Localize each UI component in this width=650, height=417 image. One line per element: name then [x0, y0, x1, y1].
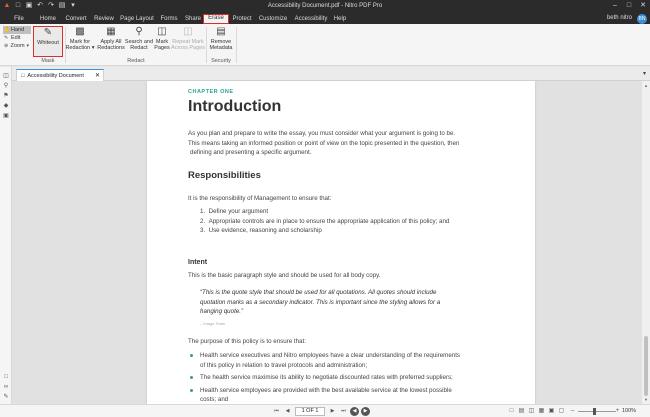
edit-tool-label: Edit: [11, 35, 21, 41]
list-item: The health service maximise its ability to negotiate discounted rates with preferred suppliers;: [188, 373, 501, 383]
chevron-down-icon: ▾: [90, 45, 95, 51]
nitro-logo-icon: ▲: [3, 2, 11, 9]
tab-accessibility-document[interactable]: [16, 69, 104, 81]
quote-block: [188, 288, 501, 317]
remove-metadata-line2: Metadata: [209, 45, 233, 51]
whiteout-icon: ✎: [43, 27, 53, 38]
zoom-slider[interactable]: [578, 411, 616, 412]
next-view-icon[interactable]: ▶: [361, 407, 370, 416]
tool-selector: [3, 26, 31, 50]
close-icon[interactable]: ✕: [640, 2, 646, 9]
menu-convert[interactable]: Convert: [65, 16, 87, 22]
search-redact-line1: Search and: [124, 39, 154, 45]
comment-icon[interactable]: □: [4, 374, 8, 380]
undo-icon[interactable]: ↶: [37, 2, 43, 9]
scrollbar-thumb[interactable]: [644, 336, 648, 396]
list-item: 3. Use evidence, reasoning and scholarship: [200, 227, 322, 234]
list-item: Health service executives and Nitro employees have a clear understanding of the requirements of this policy in relation to travel protocols and administration;: [188, 351, 501, 370]
redact-group-label: Redact: [127, 58, 145, 64]
mark-pages-line1: Mark: [155, 39, 169, 45]
menu-protect[interactable]: Protect: [232, 16, 252, 22]
menu-help[interactable]: Help: [333, 16, 347, 22]
remove-metadata-button[interactable]: [207, 26, 235, 57]
whiteout-button[interactable]: [33, 26, 63, 57]
intro-line: As you plan and prepare to write the essay, you must consider what your argument is going to be.: [188, 130, 456, 137]
search-icon[interactable]: ⚲: [3, 83, 9, 89]
bullet-list: [188, 351, 501, 404]
zoom-in-icon[interactable]: +: [615, 408, 620, 414]
mark-redaction-icon: ▩: [75, 26, 85, 37]
window-controls: [610, 1, 648, 11]
customize-icon[interactable]: ▾: [71, 2, 75, 9]
list-item: 2. Appropriate controls are in place to ensure the appropriate application of this policy; and: [200, 217, 450, 225]
list-item: Health service employees are provided with the best available service at the lowest possible costs; and: [188, 386, 501, 405]
menu-forms[interactable]: Forms: [160, 16, 178, 22]
group-separator: [236, 27, 237, 63]
tag-icon[interactable]: ◆: [3, 103, 9, 109]
quote-line: hanging quote.”: [200, 308, 244, 315]
repeat-mark-line2: Across Pages: [171, 45, 205, 51]
search-redact-icon: ⚲: [135, 26, 143, 37]
mark-for-redaction-button[interactable]: [64, 26, 96, 57]
status-bar: [0, 404, 650, 417]
list-item: 1. Define your argument: [200, 208, 269, 215]
document-icon: □: [21, 72, 25, 79]
menu-accessibility[interactable]: Accessibility: [294, 16, 328, 22]
redo-icon[interactable]: ↷: [48, 2, 54, 9]
user-name[interactable]: beth nitro: [606, 15, 632, 21]
purpose-intro: The purpose of this policy is to ensure that:: [188, 338, 306, 345]
edit-icon: ✎: [4, 35, 9, 41]
zoom-icon: ⊕: [4, 43, 9, 49]
attachment-icon[interactable]: ∞: [3, 384, 9, 390]
menu-file[interactable]: File: [14, 16, 24, 22]
security-group-label: Security: [211, 58, 231, 64]
signature-icon[interactable]: ✎: [3, 394, 9, 400]
mask-group-label: Mask: [41, 58, 55, 64]
zoom-out-icon[interactable]: –: [570, 408, 575, 414]
zoom-tool-label: Zoom: [10, 43, 25, 49]
repeat-mark-line1: Repeat Mark: [172, 39, 204, 45]
fullscreen-icon[interactable]: ▣: [548, 408, 555, 414]
menu-customize[interactable]: Customize: [258, 16, 288, 22]
window-title: Accessibility Document.pdf - Nitro PDF Pro: [267, 3, 383, 9]
mark-pages-button[interactable]: [153, 26, 171, 57]
apply-all-redactions-button[interactable]: [96, 26, 126, 57]
intro-line: defining and presenting a specific argument.: [190, 149, 312, 156]
minimize-icon[interactable]: –: [613, 2, 617, 9]
zoom-level[interactable]: 100%: [622, 408, 637, 414]
numbered-list: [188, 207, 501, 236]
page-title: Introduction: [188, 98, 282, 115]
title-bar: [0, 0, 650, 13]
chapter-label: CHAPTER ONE: [188, 89, 234, 95]
menu-bar: [0, 13, 650, 24]
facing-continuous-icon[interactable]: ▦: [538, 408, 545, 414]
ribbon: [0, 24, 650, 66]
quote-line: “This is the quote style that should be used for all quotations. All quotes should include: [200, 289, 437, 296]
folder-icon[interactable]: □: [15, 2, 21, 9]
quote-attribution: – Image Team: [200, 321, 226, 326]
responsibility-intro: It is the responsibility of Management to ensure that:: [188, 195, 332, 202]
zoom-slider-handle[interactable]: [593, 408, 596, 415]
single-page-view-icon[interactable]: □: [509, 408, 514, 414]
menu-review[interactable]: Review: [94, 16, 114, 22]
quote-line: quotation marks as a secondary indicator. This is important since the styling allows for a: [200, 298, 441, 306]
zoom-tool[interactable]: [3, 42, 31, 50]
left-sidebar: [0, 67, 12, 404]
document-viewport[interactable]: [12, 81, 642, 404]
mark-for-redaction-line2: Redaction: [65, 45, 91, 51]
tab-label: Accessibility Document: [27, 72, 84, 79]
pdf-page[interactable]: [147, 81, 535, 404]
chevron-down-icon[interactable]: ▾: [642, 71, 646, 77]
close-icon[interactable]: ✕: [94, 73, 100, 79]
remove-metadata-line1: Remove: [210, 39, 232, 45]
repeat-mark-button[interactable]: [171, 26, 205, 57]
mark-for-redaction-line1: Mark for: [69, 39, 91, 45]
avatar[interactable]: BN: [638, 16, 646, 22]
vertical-scrollbar[interactable]: [642, 81, 650, 404]
heading-responsibilities: Responsibilities: [188, 170, 261, 181]
whiteout-label: Whiteout: [37, 40, 59, 46]
menu-home[interactable]: Home: [39, 16, 56, 22]
mark-pages-line2: Pages: [154, 45, 170, 51]
facing-view-icon[interactable]: ◫: [528, 408, 535, 414]
save-icon[interactable]: ▣: [25, 2, 33, 9]
intro-paragraph: [188, 129, 501, 158]
page-number-input[interactable]: 1 OF 1: [295, 407, 325, 416]
first-page-icon[interactable]: ⏮: [274, 408, 279, 414]
apply-all-line1: Apply All: [100, 39, 122, 45]
bookmark-icon[interactable]: ⚑: [3, 93, 9, 99]
heading-intent: Intent: [188, 259, 208, 266]
print-icon[interactable]: ▤: [58, 2, 66, 9]
previous-view-icon[interactable]: ◀: [350, 407, 359, 416]
pages-icon[interactable]: ◫: [3, 73, 9, 79]
menu-page-layout[interactable]: Page Layout: [120, 16, 154, 22]
continuous-view-icon[interactable]: ▤: [518, 408, 525, 414]
next-page-icon[interactable]: ▶: [330, 408, 335, 414]
document-tabs: [12, 67, 650, 81]
search-and-redact-button[interactable]: [124, 26, 154, 57]
mark-pages-icon: ◫: [157, 26, 167, 37]
maximize-icon[interactable]: □: [626, 2, 632, 9]
intent-body: This is the basic paragraph style and should be used for all body copy.: [188, 272, 381, 279]
menu-share[interactable]: Share: [184, 16, 201, 22]
hand-icon: ✋: [4, 27, 11, 33]
menu-erase[interactable]: Erase: [203, 14, 229, 24]
edit-tool[interactable]: [3, 34, 31, 42]
search-redact-line2: Redact: [130, 45, 148, 51]
lock-icon[interactable]: ▣: [3, 113, 9, 119]
repeat-mark-icon: ◫: [183, 26, 193, 37]
fit-page-icon[interactable]: ▢: [558, 408, 565, 414]
apply-all-line2: Redactions: [97, 45, 125, 51]
scroll-up-icon[interactable]: ▲: [644, 83, 648, 88]
last-page-icon[interactable]: ⏭: [341, 408, 346, 414]
intro-line: This means taking an informed position or point of view on the topic presented in the question, then: [188, 139, 460, 147]
hand-tool-label: Hand: [11, 27, 25, 33]
chevron-down-icon: ▾: [26, 43, 30, 49]
previous-page-icon[interactable]: ◀: [285, 408, 290, 414]
hand-tool[interactable]: [3, 26, 31, 34]
apply-redactions-icon: ▦: [106, 26, 116, 37]
scroll-down-icon[interactable]: ▼: [644, 397, 648, 402]
metadata-icon: ▤: [216, 26, 226, 37]
